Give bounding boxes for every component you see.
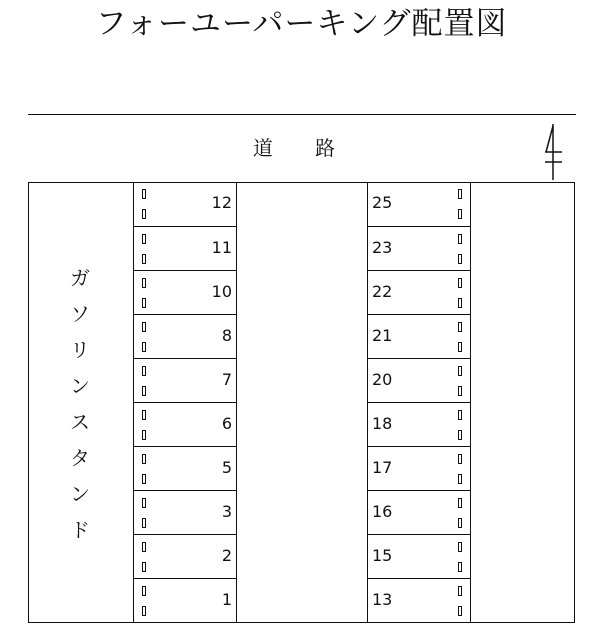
wheel-stop-icon [458, 342, 462, 352]
wheel-stop-icon [458, 278, 462, 288]
wheel-stop-icon [458, 234, 462, 244]
parking-space[interactable] [368, 358, 470, 402]
parking-space[interactable] [134, 226, 236, 270]
parking-space-number: 22 [372, 282, 393, 301]
wheel-stop-icon [142, 454, 146, 464]
wheel-stop-icon [142, 386, 146, 396]
road-label: 道 路 [252, 136, 354, 160]
wheel-stop-icon [142, 342, 146, 352]
parking-space[interactable] [368, 314, 470, 358]
wheel-stop-icon [142, 322, 146, 332]
wheel-stop-icon [458, 454, 462, 464]
parking-space-number: 18 [372, 414, 393, 433]
wheel-stop-icon [142, 542, 146, 552]
parking-space-number: 25 [372, 193, 393, 212]
parking-space-number: 2 [221, 546, 232, 565]
gas-station-label [60, 260, 100, 548]
gas-station-char: ソ [70, 302, 90, 326]
wheel-stop-icon [458, 410, 462, 420]
wheel-stop-icon [458, 430, 462, 440]
parking-space[interactable] [368, 578, 470, 622]
parking-space[interactable] [134, 402, 236, 446]
wheel-stop-icon [142, 278, 146, 288]
parking-space[interactable] [368, 446, 470, 490]
wheel-stop-icon [142, 474, 146, 484]
wheel-stop-icon [142, 586, 146, 596]
gas-station-char: ド [70, 518, 90, 542]
parking-space[interactable] [368, 226, 470, 270]
left-parking-column [133, 182, 237, 623]
wheel-stop-icon [142, 562, 146, 572]
wheel-stop-icon [458, 254, 462, 264]
wheel-stop-icon [458, 366, 462, 376]
gas-station-char: リ [70, 338, 90, 362]
wheel-stop-icon [142, 410, 146, 420]
wheel-stop-icon [142, 189, 146, 199]
parking-space-number: 7 [221, 370, 232, 389]
wheel-stop-icon [458, 322, 462, 332]
parking-space-number: 3 [221, 502, 232, 521]
parking-space[interactable] [368, 490, 470, 534]
wheel-stop-icon [142, 518, 146, 528]
wheel-stop-icon [458, 189, 462, 199]
wheel-stop-icon [458, 518, 462, 528]
wheel-stop-icon [458, 386, 462, 396]
parking-space-number: 17 [372, 458, 393, 477]
parking-space-number: 21 [372, 326, 393, 345]
wheel-stop-icon [142, 209, 146, 219]
parking-space[interactable] [134, 270, 236, 314]
parking-lot-boundary [28, 182, 575, 623]
parking-space[interactable] [134, 578, 236, 622]
gas-station-char: ン [70, 482, 90, 506]
gas-station-char: ン [70, 374, 90, 398]
wheel-stop-icon [142, 430, 146, 440]
wheel-stop-icon [458, 474, 462, 484]
gas-station-char: ガ [70, 266, 90, 290]
wheel-stop-icon [142, 498, 146, 508]
road-boundary-line [28, 114, 576, 115]
parking-space-number: 6 [221, 414, 232, 433]
wheel-stop-icon [142, 234, 146, 244]
wheel-stop-icon [458, 298, 462, 308]
wheel-stop-icon [458, 586, 462, 596]
parking-space-number: 5 [221, 458, 232, 477]
parking-space[interactable] [368, 270, 470, 314]
parking-space-number: 16 [372, 502, 393, 521]
wheel-stop-icon [458, 606, 462, 616]
parking-space[interactable] [134, 314, 236, 358]
parking-space-number: 15 [372, 546, 393, 565]
wheel-stop-icon [142, 366, 146, 376]
parking-space-number: 23 [372, 238, 393, 257]
wheel-stop-icon [458, 562, 462, 572]
parking-space[interactable] [368, 402, 470, 446]
parking-space[interactable] [134, 534, 236, 578]
parking-space-number: 13 [372, 590, 393, 609]
parking-space[interactable] [134, 490, 236, 534]
right-parking-column [367, 182, 471, 623]
gas-station-char: ス [70, 410, 90, 434]
parking-space[interactable] [134, 446, 236, 490]
parking-space-number: 20 [372, 370, 393, 389]
parking-space[interactable] [134, 182, 236, 226]
wheel-stop-icon [142, 254, 146, 264]
parking-space-number: 8 [221, 326, 232, 345]
parking-space-number: 12 [211, 193, 232, 212]
north-arrow-icon [538, 122, 570, 182]
wheel-stop-icon [458, 542, 462, 552]
wheel-stop-icon [458, 209, 462, 219]
wheel-stop-icon [142, 606, 146, 616]
wheel-stop-icon [458, 498, 462, 508]
gas-station-char: タ [70, 446, 90, 470]
parking-space-number: 1 [221, 590, 232, 609]
parking-space-number: 10 [211, 282, 232, 301]
parking-space[interactable] [368, 182, 470, 226]
wheel-stop-icon [142, 298, 146, 308]
parking-space-number: 11 [211, 238, 232, 257]
diagram-title: フォーユーパーキング配置図 [95, 6, 508, 42]
parking-space[interactable] [134, 358, 236, 402]
parking-space[interactable] [368, 534, 470, 578]
